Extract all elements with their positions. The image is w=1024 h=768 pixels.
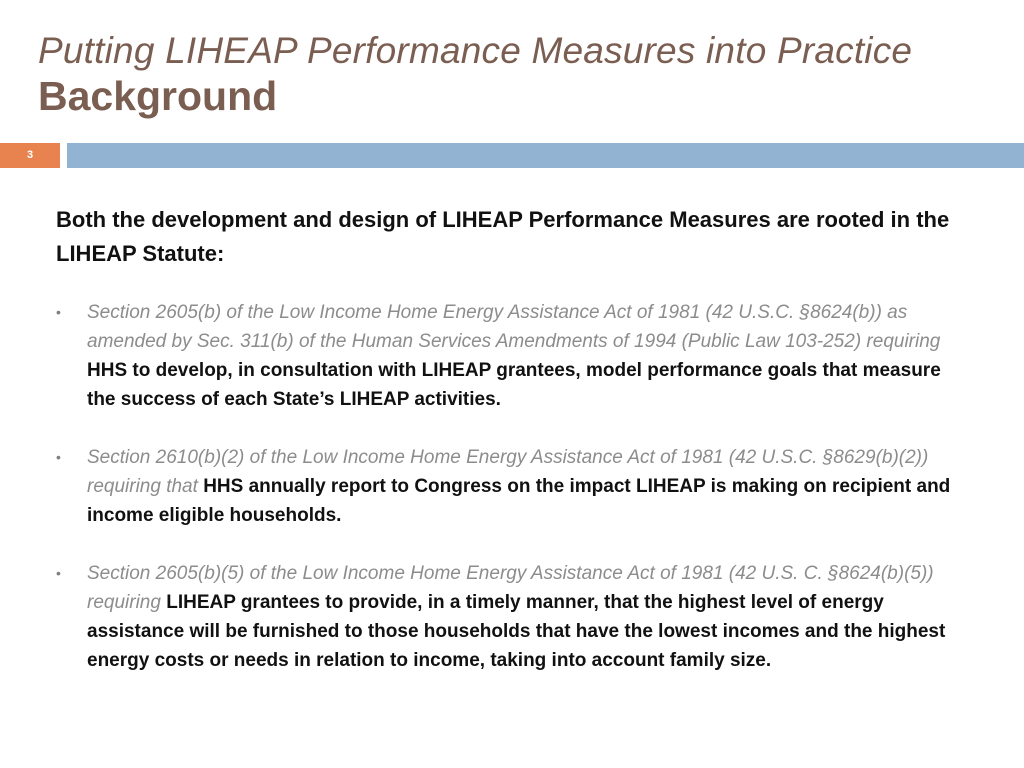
list-item (56, 559, 966, 675)
intro-text: Both the development and design of LIHEAP Performance Measures are rooted in the LIHEAP Statute: (56, 207, 950, 266)
slide-title: Background (38, 73, 278, 119)
statute-requirement: HHS annually report to Congress on the impact LIHEAP is making on recipient and income eligible households. (87, 476, 951, 526)
page-number: 3 (0, 143, 60, 168)
list-item (56, 298, 966, 414)
list-item (56, 443, 966, 530)
slide-subtitle: Putting LIHEAP Performance Measures into Practice (38, 30, 913, 71)
statute-bullet-list (56, 298, 966, 704)
statute-requirement: HHS to develop, in consultation with LIHEAP grantees, model performance goals that measure the success of each State’s LIHEAP activities. (87, 360, 941, 410)
bullet-dot-icon: • (56, 304, 61, 320)
statute-citation: Section 2610(b)(2) of the Low Income Home Energy Assistance Act of 1981 (42 U.S.C. §8629(b)(2)) requiring that (87, 447, 929, 497)
statute-citation: Section 2605(b)(5) of the Low Income Home Energy Assistance Act of 1981 (42 U.S. C. §8624(b)(5)) requiring (87, 563, 934, 613)
bullet-dot-icon: • (56, 565, 61, 581)
bullet-dot-icon: • (56, 449, 61, 465)
statute-requirement: LIHEAP grantees to provide, in a timely manner, that the highest level of energy assistance will be furnished to those households that have the lowest incomes and the highest energy costs or needs in relation to income, taking into account family size. (87, 592, 946, 671)
statute-citation: Section 2605(b) of the Low Income Home Energy Assistance Act of 1981 (42 U.S.C. §8624(b)) as amended by Sec. 311(b) of the Human Services Amendments of 1994 (Public Law 103-252) requiring (87, 302, 941, 352)
header-divider-bar (67, 143, 1024, 168)
